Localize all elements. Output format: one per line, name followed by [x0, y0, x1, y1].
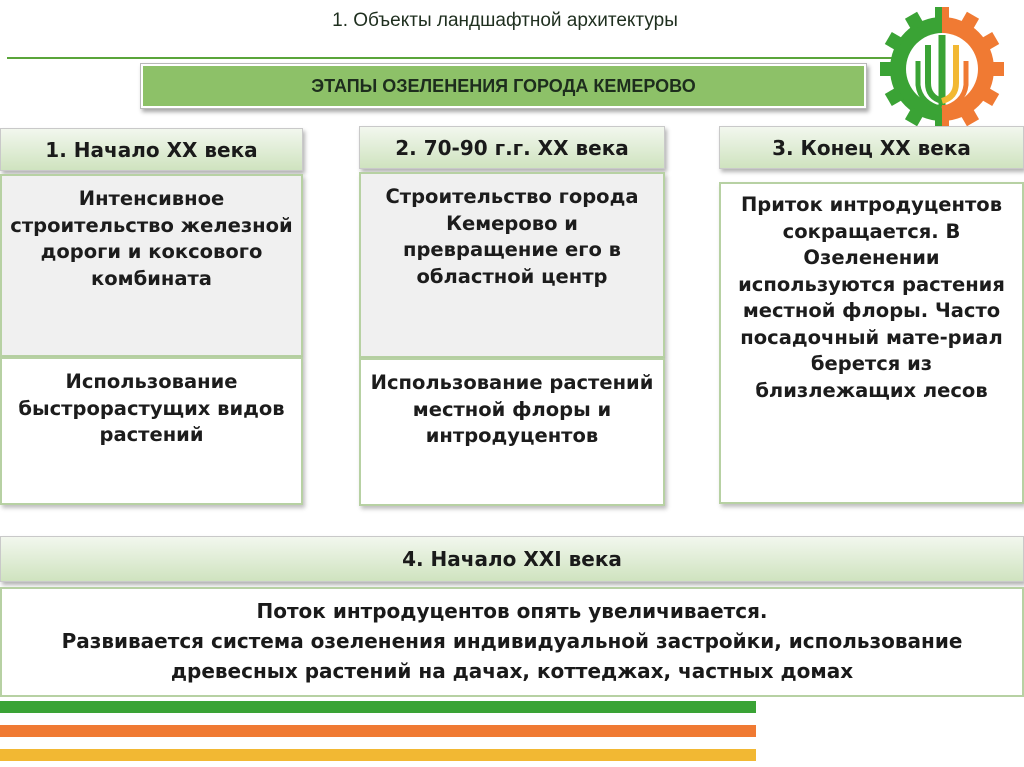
- era3-heading: 3. Конец XX века: [719, 126, 1024, 169]
- era2-greening: Использование растений местной флоры и интродуцентов: [359, 358, 665, 506]
- stage-banner-text: ЭТАПЫ ОЗЕЛЕНЕНИЯ ГОРОДА КЕМЕРОВО: [143, 66, 864, 106]
- era4-line1: Поток интродуцентов опять увеличивается.: [256, 599, 768, 623]
- era1-heading: 1. Начало XX века: [0, 128, 303, 171]
- title-divider: [7, 57, 907, 59]
- era2-event: Строительство города Кемерово и превращение его в областной центр: [359, 172, 665, 358]
- stage-banner: [140, 63, 867, 109]
- green-stripe: [0, 701, 756, 713]
- era4-heading: 4. Начало XXI века: [0, 536, 1024, 582]
- era4-line2: Развивается система озеленения индивидуальной застройки, использование древесных растений на дачах, коттеджах, частных домах: [61, 629, 963, 683]
- era1-event: Интенсивное строительство железной дороги и коксового комбината: [0, 174, 303, 357]
- orange-stripe: [0, 725, 756, 737]
- yellow-stripe: [0, 749, 756, 761]
- era2-heading: 2. 70-90 г.г. XX века: [359, 126, 665, 169]
- era1-greening: Использование быстрорастущих видов растений: [0, 357, 303, 505]
- page-title: 1. Объекты ландшафтной архитектуры: [332, 10, 678, 31]
- era4-description: [0, 587, 1024, 697]
- gear-wheat-logo-icon: [878, 5, 1006, 133]
- era3-greening: Приток интродуцентов сокращается. В Озеленении используются растения местной флоры. Часто посадочный мате-риал берется из близлежащих лесов: [719, 182, 1024, 504]
